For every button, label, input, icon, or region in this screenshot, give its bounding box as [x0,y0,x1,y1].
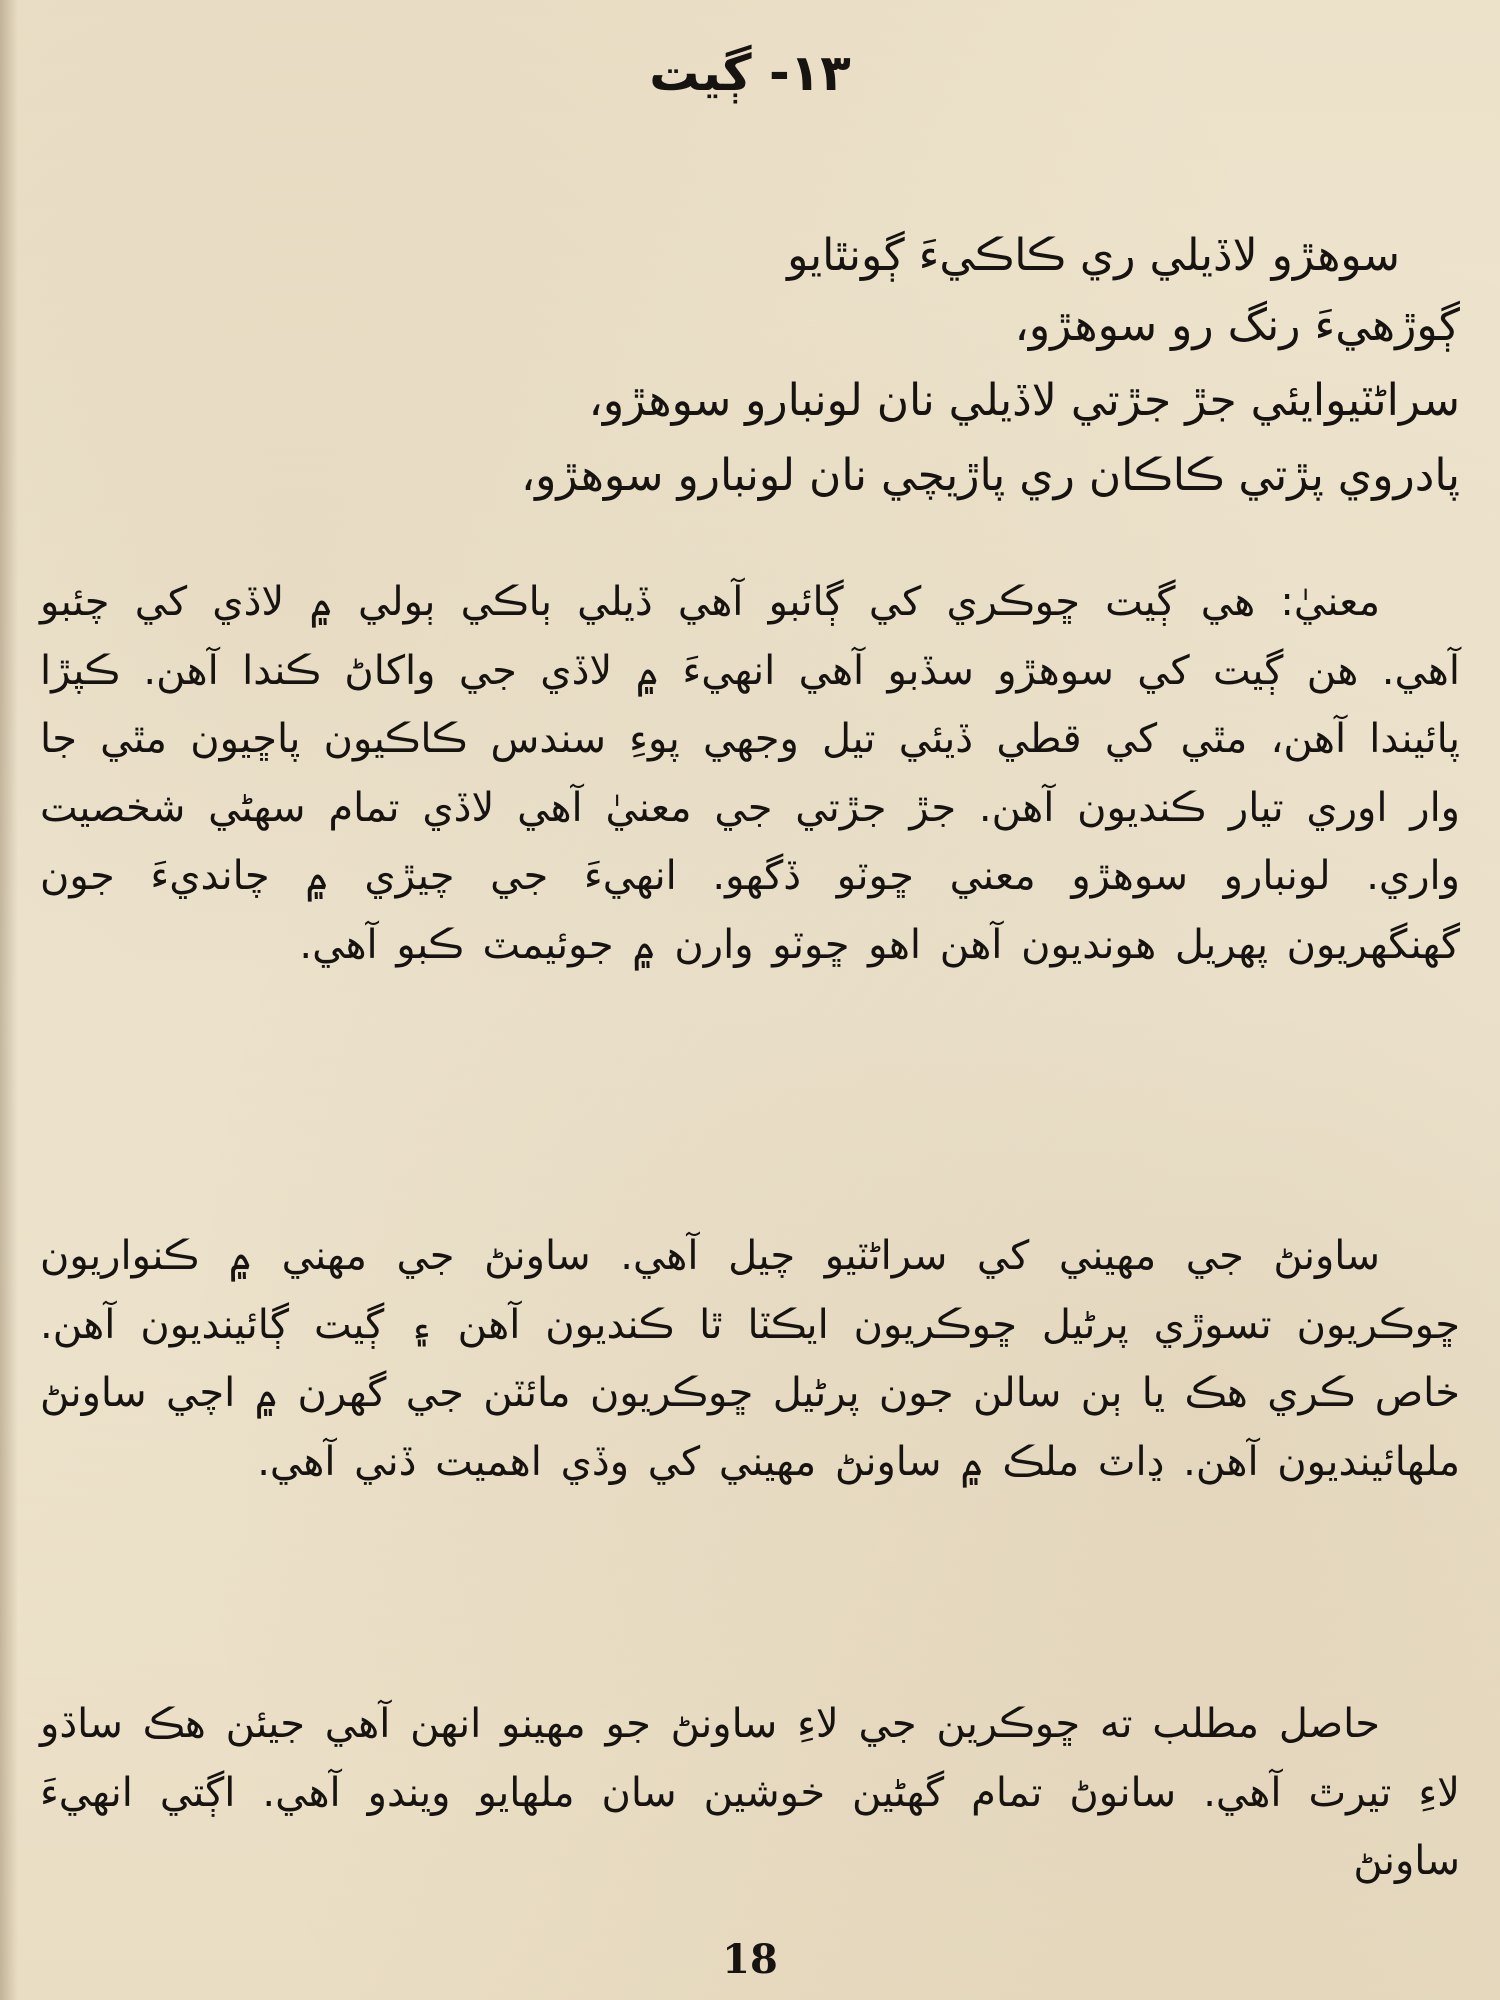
song-line-4: پادروي پڙتي ڪاڪان ري پاڙيچي نان لونبارو سوهڙو، [520,450,1460,501]
page-title: ١٣- ڳيت [649,44,851,102]
commentary-paragraph-2: ساونڻ جي مهيني کي سراڻٽيو چيل آهي. ساونڻ جي مهني ۾ ڪنواريون ڇوڪريون تسوڙي پرڻيل ڇوڪريون ايڪٽا ٿا ڪنديون آهن ۽ ڳيت ڳائينديون آهن. خاص ڪري هڪ يا ٻن سالن جون پرڻيل ڇوڪريون مائٽن جي گهرن ۾ اچي ساونڻ ملهائينديون آهن. ڍاٽ ملڪ ۾ ساونڻ مهيني کي وڏي اهميت ڏني آهي. [40,1233,1460,1485]
song-line-3: سراڻٽيوايئي جڙ جڙتي لاڏيلي نان لونبارو سوهڙو، [588,375,1460,426]
song-line-1: سوهڙو لاڏيلي ري ڪاڪيءَ ڳونٿايو [787,230,1400,281]
commentary-paragraph-1: معنيٰ: هي ڳيت ڇوڪري کي ڳائبو آهي ڏيلي ٻاڪي ٻولي ۾ لاڏي کي چئبو آهي. هن ڳيت کي سوهڙو سڏبو آهي انهيءَ ۾ لاڏي جي واکاڻ ڪندا آهن. ڪپڙا پائيندا آهن، مٿي کي قطي ڏيئي تيل وجهي پوءِ سندس ڪاڪيون پاڇيون مٿي جا وار اوري تيار ڪنديون آهن. جڙ جڙتي جي معنيٰ آهي لاڏي تمام سهڻي شخصيت واري. لونبارو سوهڙو معني ڇوٽو ڏگهو. انهيءَ جي چيڙي ۾ چانديءَ جون گهنگهريون پهريل هونديون آهن اهو ڇوٽو وارن ۾ جوئيمٽ ڪبو آهي. [40,579,1460,968]
page-number: 18 [722,1936,778,1983]
page-edge-shadow [0,0,18,2000]
song-line-2: ڳوڙهيءَ رنگ رو سوهڙو، [1014,300,1460,351]
commentary-paragraph-3: حاصل مطلب ته ڇوڪرين جي لاءِ ساونڻ جو مهينو انهن آهي جيئن هڪ ساڌو لاءِ تيرٿ آهي. سانوڻ تمام گهڻين خوشين سان ملهايو ويندو آهي. اڳتي انهيءَ ساونڻ [40,1701,1460,1884]
